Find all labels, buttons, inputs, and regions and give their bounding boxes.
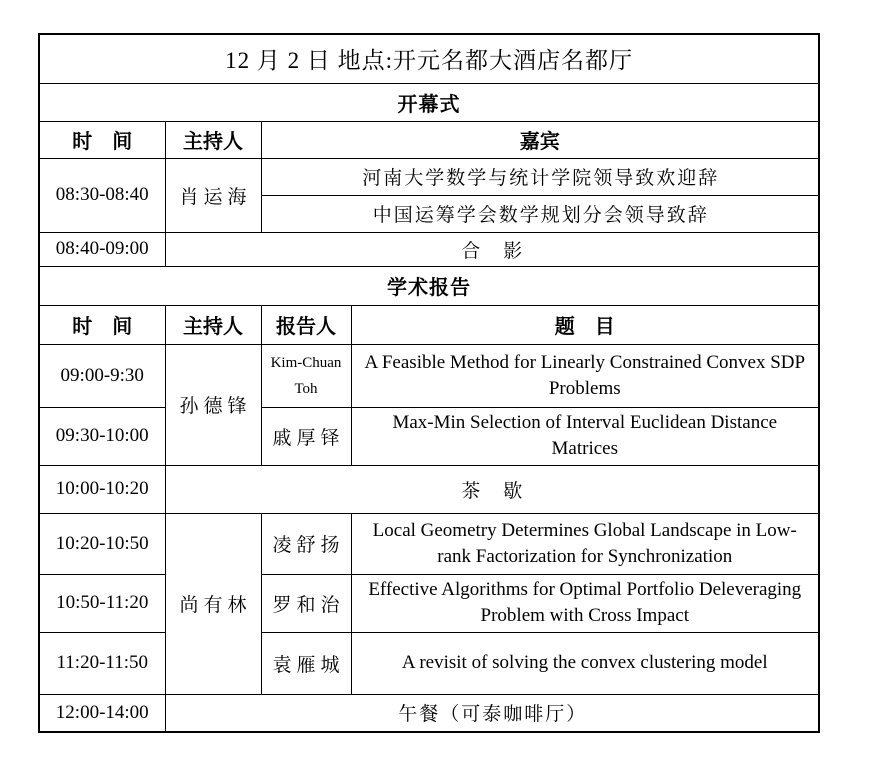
opening-header-guest: 嘉宾 bbox=[261, 121, 819, 158]
talk4-speaker-cell: 罗和治 bbox=[261, 574, 351, 632]
schedule-page bbox=[38, 33, 820, 733]
talk3-title-cell: Local Geometry Determines Global Landscape in Low-rank Factorization for Synchronization bbox=[351, 513, 819, 574]
academic-header-host: 主持人 bbox=[165, 305, 261, 344]
photo-time-cell: 08:40-09:00 bbox=[39, 232, 165, 266]
talk1-title-cell: A Feasible Method for Linearly Constrained Convex SDP Problems bbox=[351, 344, 819, 407]
academic-header-time: 时 间 bbox=[39, 305, 165, 344]
talk1-time-cell: 09:00-9:30 bbox=[39, 344, 165, 407]
talk4-time-cell: 10:50-11:20 bbox=[39, 574, 165, 632]
tea-break-label-cell: 茶 歇 bbox=[165, 465, 819, 513]
welcome-time-cell: 08:30-08:40 bbox=[39, 158, 165, 232]
talk2-title-cell: Max-Min Selection of Interval Euclidean Distance Matrices bbox=[351, 407, 819, 465]
guest-line-1: 河南大学数学与统计学院领导致欢迎辞 bbox=[261, 158, 819, 195]
welcome-host-cell: 肖运海 bbox=[165, 158, 261, 232]
opening-header-host: 主持人 bbox=[165, 121, 261, 158]
talk2-speaker-cell: 戚厚铎 bbox=[261, 407, 351, 465]
talk5-time-cell: 11:20-11:50 bbox=[39, 632, 165, 694]
talk5-title-cell: A revisit of solving the convex clustering model bbox=[351, 632, 819, 694]
talk4-title-cell: Effective Algorithms for Optimal Portfolio Deleveraging Problem with Cross Impact bbox=[351, 574, 819, 632]
lunch-label-cell: 午餐（可泰咖啡厅） bbox=[165, 694, 819, 732]
guest-line-2: 中国运筹学会数学规划分会领导致辞 bbox=[261, 195, 819, 232]
talk1-speaker-cell: Kim-Chuan Toh bbox=[261, 344, 351, 407]
academic-header-speaker: 报告人 bbox=[261, 305, 351, 344]
schedule-table bbox=[38, 33, 820, 733]
photo-label-cell: 合 影 bbox=[165, 232, 819, 266]
academic-header-title: 题 目 bbox=[351, 305, 819, 344]
talk2-time-cell: 09:30-10:00 bbox=[39, 407, 165, 465]
tea-break-time-cell: 10:00-10:20 bbox=[39, 465, 165, 513]
section-academic-label: 学术报告 bbox=[39, 266, 819, 305]
session2-host-cell: 尚有林 bbox=[165, 513, 261, 694]
opening-header-time: 时 间 bbox=[39, 121, 165, 158]
table-title: 12 月 2 日 地点:开元名都大酒店名都厅 bbox=[39, 34, 819, 83]
section-opening-label: 开幕式 bbox=[39, 83, 819, 121]
talk3-speaker-cell: 凌舒扬 bbox=[261, 513, 351, 574]
lunch-time-cell: 12:00-14:00 bbox=[39, 694, 165, 732]
talk5-speaker-cell: 袁雁城 bbox=[261, 632, 351, 694]
talk3-time-cell: 10:20-10:50 bbox=[39, 513, 165, 574]
session1-host-cell: 孙德锋 bbox=[165, 344, 261, 465]
